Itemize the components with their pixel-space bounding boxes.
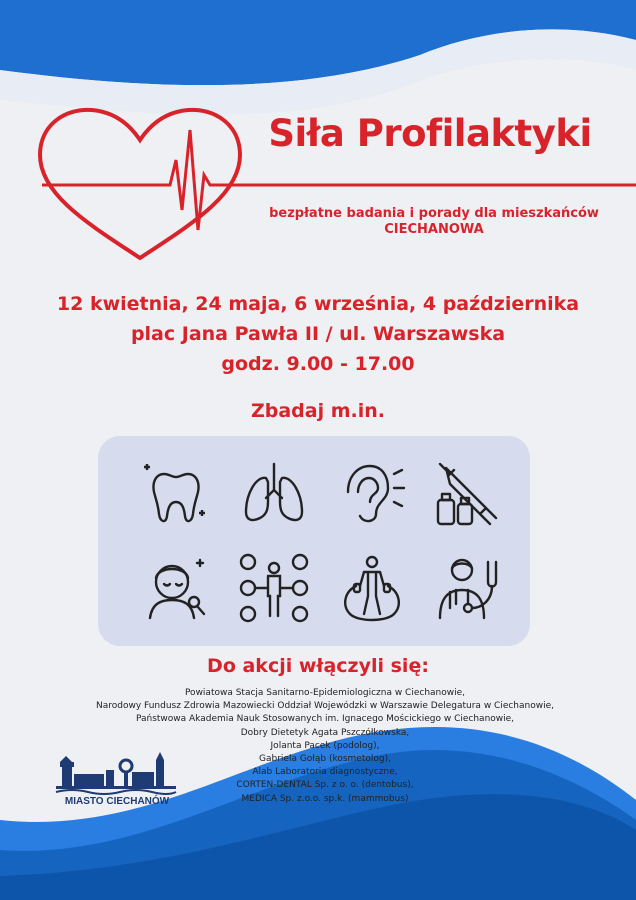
face-care-icon	[140, 552, 212, 624]
skipping-rope-icon	[336, 552, 408, 624]
vaccine-icon	[434, 458, 506, 530]
page-title: Siła Profilaktyki	[268, 112, 592, 155]
tooth-icon	[140, 458, 212, 530]
partner-item: Narodowy Fundusz Zdrowia Mazowiecki Oddział Wojewódzki w Warszawie Delegatura w Ciechanowie,	[96, 701, 554, 712]
partner-item: MEDICA Sp. z.o.o. sp.k. (mammobus)	[241, 793, 409, 804]
partner-item: CORTEN-DENTAL Sp. z o. o. (dentobus),	[236, 780, 414, 791]
check-heading: Zbadaj m.in.	[250, 400, 386, 422]
partner-item: Alab Laboratoria diagnostyczne,	[252, 767, 398, 778]
event-place: plac Jana Pawła II / ul. Warszawska	[130, 323, 506, 345]
partner-item: Jolanta Pacek (podolog),	[270, 740, 380, 751]
partner-item: Państwowa Akademia Nauk Stosowanych im. Ignacego Mościckiego w Ciechanowie,	[135, 714, 515, 725]
health-body-icon	[238, 552, 310, 624]
subtitle	[240, 206, 628, 238]
subtitle-line-2: CIECHANOWA	[384, 222, 484, 237]
subtitle-line-1: bezpłatne badania i porady dla mieszkańców	[269, 206, 599, 221]
partner-item: Dobry Dietetyk Agata Pszczółkowska,	[240, 727, 410, 738]
partners-heading: Do akcji włączyli się:	[207, 655, 429, 677]
doctor-icon	[434, 552, 506, 624]
partner-item: Powiatowa Stacja Sanitarno-Epidemiologiczna w Ciechanowie,	[184, 688, 466, 698]
partner-item: Gabriela Gołąb (kosmetolog),	[259, 754, 391, 765]
city-skyline-logo	[52, 752, 182, 822]
logo-text: MIASTO CIECHANÓW	[64, 796, 170, 807]
event-hours: godz. 9.00 - 17.00	[221, 353, 415, 375]
event-dates: 12 kwietnia, 24 maja, 6 września, 4 października	[56, 293, 580, 315]
icons-panel	[98, 436, 530, 646]
lungs-icon	[238, 458, 310, 530]
ear-icon	[336, 458, 408, 530]
